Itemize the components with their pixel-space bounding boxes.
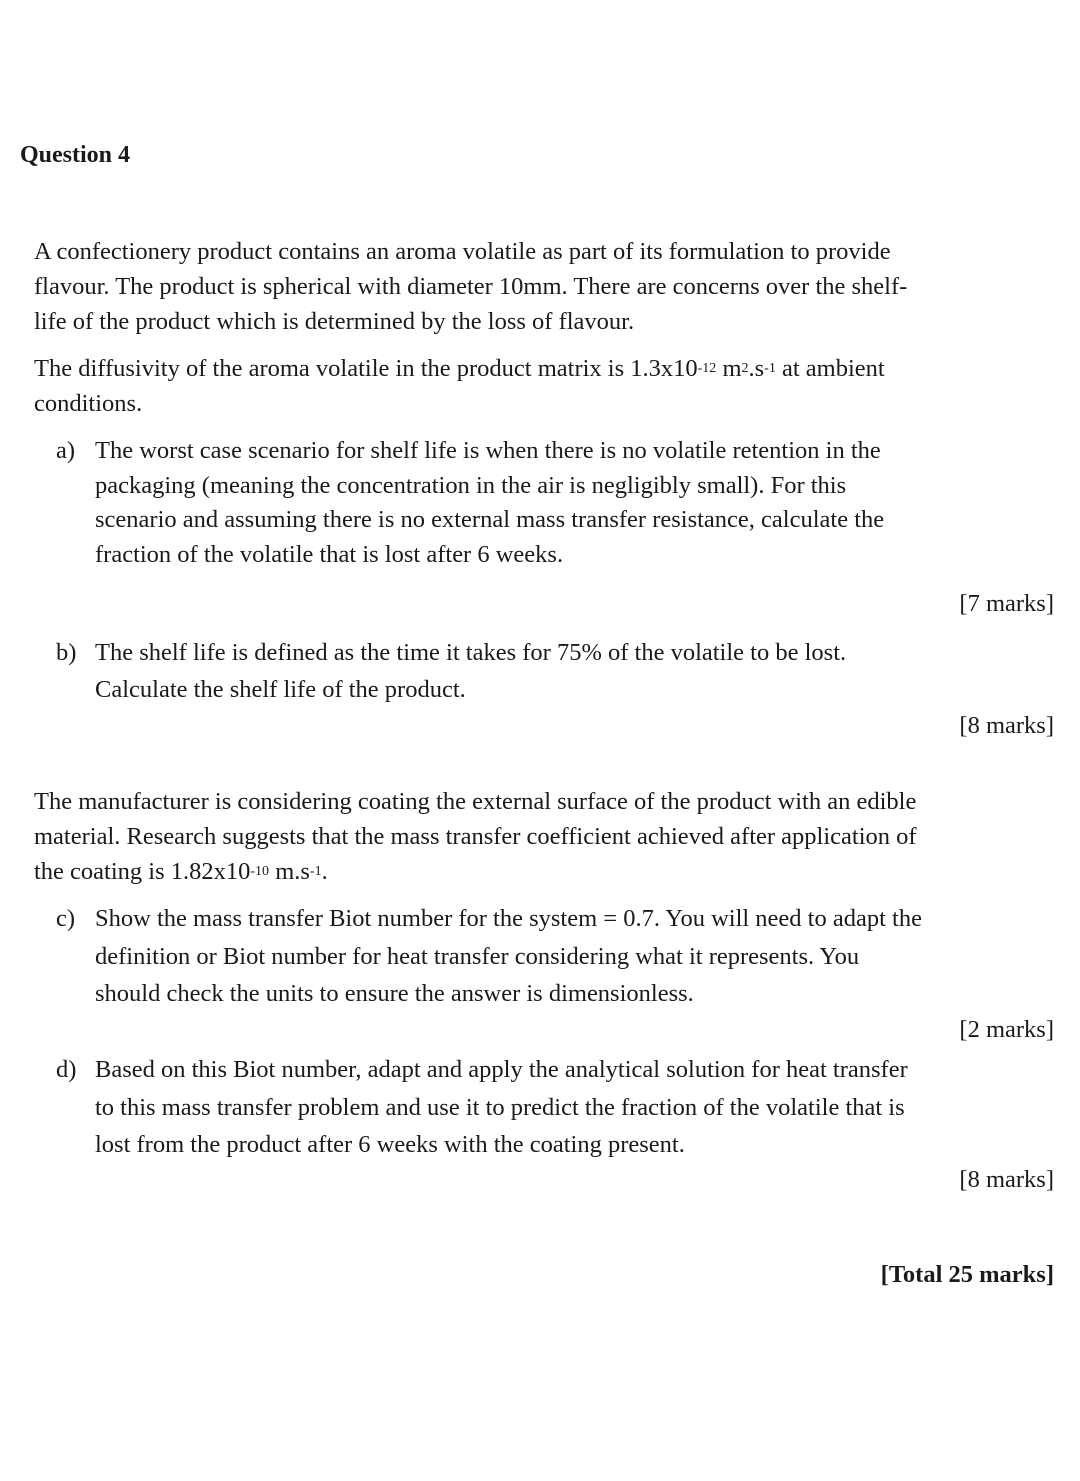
diffusivity-text: at ambient: [775, 355, 885, 382]
exponent: -10: [250, 864, 270, 879]
coating-line: [34, 854, 1064, 889]
part-line: scenario and assuming there is no external mass transfer resistance, calculate the: [95, 506, 885, 533]
marks-b: [8 marks]: [959, 712, 1054, 739]
part-line: packaging (meaning the concentration in the air is negligibly small). For this: [95, 471, 847, 499]
diffusivity-text: The diffusivity of the aroma volatile in the product matrix is 1.3x10: [34, 355, 698, 382]
part-text: [95, 1051, 908, 1164]
intro-line: flavour. The product is spherical with diameter 10mm. There are concerns over the shelf-: [34, 273, 908, 300]
intro-line: life of the product which is determined by the loss of flavour.: [34, 308, 635, 335]
part-label: d): [56, 1056, 77, 1083]
intro-paragraph: [34, 234, 1064, 339]
diffusivity-paragraph: [34, 351, 1064, 421]
part-line: Show the mass transfer Biot number for the system = 0.7. You will need to adapt the: [95, 905, 922, 932]
part-text: [95, 634, 846, 708]
exponent: -12: [697, 361, 717, 376]
marks-c: [2 marks]: [959, 1016, 1054, 1043]
intro-line: A confectionery product contains an aroma volatile as part of its formulation to provide: [34, 238, 891, 265]
part-line: definition or Biot number for heat transfer considering what it represents. You: [95, 942, 860, 970]
part-text: [95, 434, 884, 572]
part-line: fraction of the volatile that is lost after 6 weeks.: [95, 540, 564, 568]
question-title: Question 4: [20, 142, 131, 168]
coating-line: The manufacturer is considering coating the external surface of the product with an edible: [34, 788, 917, 815]
part-text: [95, 900, 922, 1013]
part-line: The shelf life is defined as the time it takes for 75% of the volatile to be lost.: [95, 639, 847, 666]
coating-line: material. Research suggests that the mass transfer coefficient achieved after application of: [34, 823, 917, 850]
diffusivity-line: conditions.: [34, 390, 143, 417]
part-label: a): [56, 437, 76, 464]
part-line: to this mass transfer problem and use it to predict the fraction of the volatile that is: [95, 1093, 905, 1121]
unit-text: .s: [748, 355, 765, 382]
part-line: should check the units to ensure the answer is dimensionless.: [95, 980, 694, 1007]
marks-d: [8 marks]: [959, 1166, 1054, 1193]
part-label: c): [56, 905, 76, 932]
coating-text: .: [321, 858, 328, 885]
part-line: Calculate the shelf life of the product.: [95, 676, 466, 703]
total-marks: [Total 25 marks]: [880, 1261, 1054, 1288]
coating-paragraph: [34, 784, 1064, 889]
part-line: lost from the product after 6 weeks with the coating present.: [95, 1131, 685, 1158]
unit-text: m: [716, 355, 742, 382]
part-label: b): [56, 639, 77, 666]
part-line: Based on this Biot number, adapt and apply the analytical solution for heat transfer: [95, 1056, 908, 1083]
exponent: -1: [309, 864, 322, 879]
marks-a: [7 marks]: [959, 590, 1054, 617]
coating-text: the coating is 1.82x10: [34, 858, 251, 885]
unit-text: m.s: [269, 858, 310, 885]
diffusivity-line: [34, 351, 1064, 386]
exponent: -1: [764, 361, 776, 376]
exponent: 2: [741, 361, 749, 376]
part-line: The worst case scenario for shelf life is when there is no volatile retention in the: [95, 437, 881, 464]
